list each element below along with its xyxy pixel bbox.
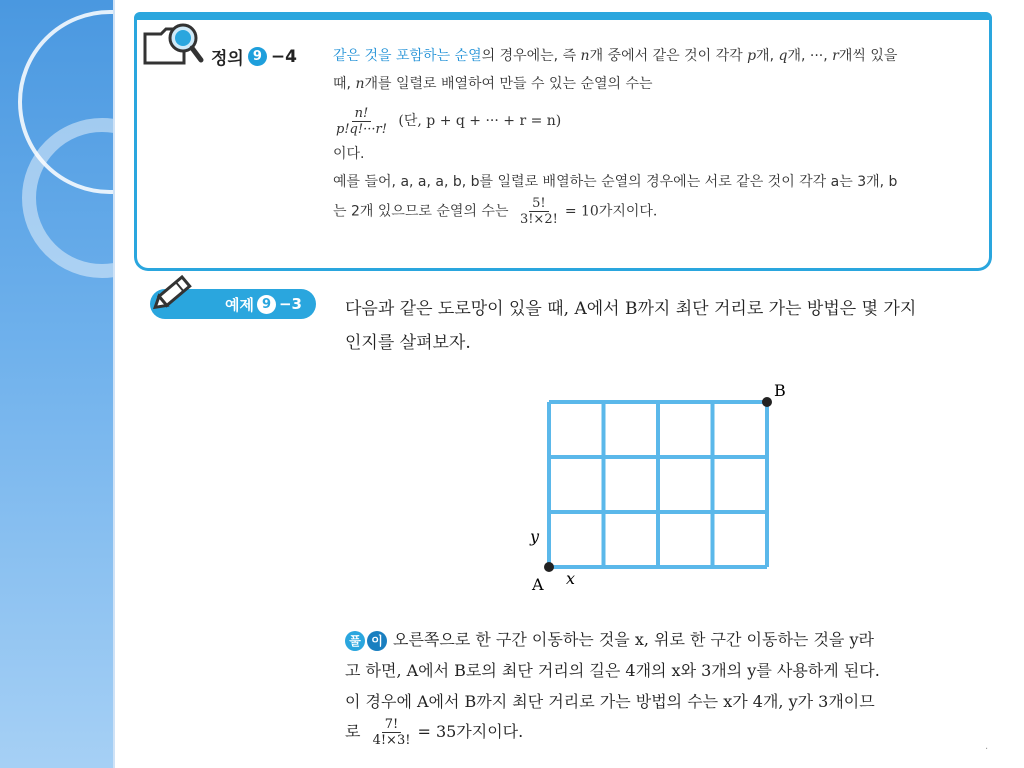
example-label: 예제 (225, 295, 254, 314)
definition-line-6: 는 2개 있으므로 순열의 수는 $\frac{5!}{3!\times 2!}$ = 10가지이다. (333, 196, 658, 227)
definition-text (333, 42, 973, 227)
definition-box (134, 12, 992, 271)
label-y: y (530, 527, 540, 546)
example-number: 9 (257, 295, 276, 314)
definition-highlight: 같은 것을 포함하는 순열 (333, 48, 482, 64)
solution-line-3: 이 경우에 A에서 B까지 최단 거리로 가는 방법의 수는 x가 4개, y가 3개이므 (345, 692, 875, 711)
definition-line-5: 예를 들어, a, a, a, b, b를 일렬로 배열하는 순열의 경우에는 서로 같은 것이 각각 a는 3개, b (333, 174, 898, 190)
label-x: x (566, 569, 576, 588)
definition-suffix: −4 (270, 46, 297, 67)
definition-formula (333, 104, 973, 138)
folder-magnifier-icon (141, 20, 205, 72)
solution-badge: 풀 이 (345, 631, 387, 651)
example-suffix: −3 (278, 295, 302, 313)
formula-fraction: $\frac{n!}{p!q!\cdot\cdot\cdot r!}$ (336, 105, 387, 137)
definition-line-2: 때, n개를 일렬로 배열하여 만들 수 있는 순열의 수는 (333, 76, 653, 92)
solution-line-1: 풀 이 오른쪽으로 한 구간 이동하는 것을 x, 위로 한 구간 이동하는 것을 y라 (345, 624, 985, 655)
label-b: B (774, 381, 786, 400)
definition-title (211, 44, 297, 69)
page-mark: · (985, 744, 989, 755)
label-a: A (532, 575, 544, 594)
point-a (544, 562, 554, 572)
formula-condition: (단, p + q + ··· + r = n) (398, 113, 562, 129)
problem-line-1: 다음과 같은 도로망이 있을 때, A에서 B까지 최단 거리로 가는 방법은 몇 가지 (345, 299, 917, 319)
problem-text (345, 292, 975, 360)
definition-number: 9 (248, 47, 267, 66)
pencil-icon (150, 270, 200, 314)
decorative-sidebar (0, 0, 113, 768)
definition-line-4: 이다. (333, 146, 365, 162)
problem-line-2: 인지를 살펴보자. (345, 333, 471, 353)
definition-line-1: 같은 것을 포함하는 순열의 경우에는, 즉 n개 중에서 같은 것이 각각 p개, q개, ···, r개씩 있을 (333, 48, 898, 64)
grid-lines (549, 402, 767, 567)
point-b (762, 397, 772, 407)
solution-text (345, 624, 985, 748)
definition-label: 정의 (211, 49, 244, 69)
solution-line-4: 로 $\frac{7!}{4!\times 3!}$ = 35가지이다. (345, 717, 524, 748)
sidebar-divider (113, 0, 115, 768)
solution-fraction: $\frac{7!}{4!\times 3!}$ (372, 717, 411, 748)
solution-line-2: 고 하면, A에서 B로의 최단 거리의 길은 4개의 x와 3개의 y를 사용하게 된다. (345, 661, 880, 680)
road-grid-diagram (520, 378, 800, 598)
example-fraction: $\frac{5!}{3!\times 2!}$ (519, 196, 558, 227)
